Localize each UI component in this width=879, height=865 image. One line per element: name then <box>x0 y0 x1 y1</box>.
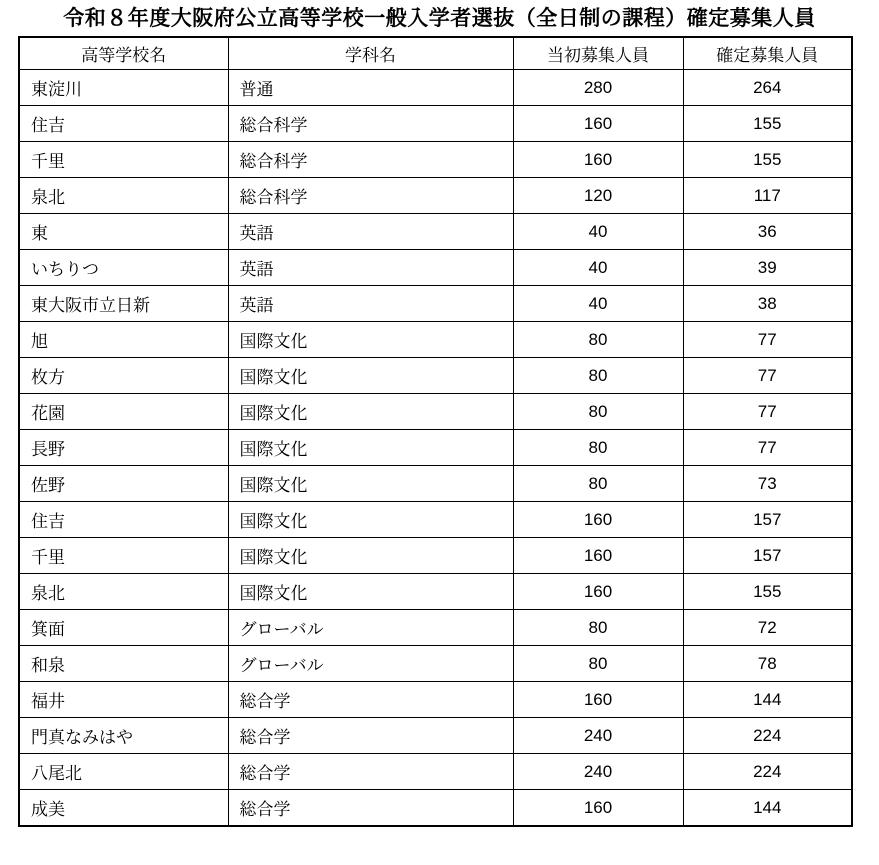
cell-department-name: 総合科学 <box>228 142 513 178</box>
cell-department-name: 総合学 <box>228 790 513 827</box>
cell-department-name: 英語 <box>228 214 513 250</box>
cell-school-name: 千里 <box>19 538 228 574</box>
cell-department-name: 国際文化 <box>228 394 513 430</box>
cell-initial-capacity: 160 <box>513 574 683 610</box>
table-row <box>19 106 852 142</box>
cell-initial-capacity: 160 <box>513 538 683 574</box>
cell-department-name: 国際文化 <box>228 502 513 538</box>
cell-school-name: 和泉 <box>19 646 228 682</box>
cell-final-capacity: 72 <box>683 610 852 646</box>
table-row <box>19 142 852 178</box>
cell-final-capacity: 77 <box>683 394 852 430</box>
cell-initial-capacity: 80 <box>513 430 683 466</box>
cell-initial-capacity: 120 <box>513 178 683 214</box>
cell-initial-capacity: 80 <box>513 322 683 358</box>
cell-final-capacity: 77 <box>683 358 852 394</box>
cell-final-capacity: 78 <box>683 646 852 682</box>
cell-department-name: 国際文化 <box>228 574 513 610</box>
table-row <box>19 790 852 827</box>
cell-school-name: 八尾北 <box>19 754 228 790</box>
cell-final-capacity: 38 <box>683 286 852 322</box>
cell-school-name: 東大阪市立日新 <box>19 286 228 322</box>
cell-school-name: 花園 <box>19 394 228 430</box>
cell-initial-capacity: 280 <box>513 70 683 106</box>
cell-initial-capacity: 80 <box>513 610 683 646</box>
page-title: 令和８年度大阪府公立高等学校一般入学者選抜（全日制の課程）確定募集人員 <box>63 7 816 30</box>
cell-initial-capacity: 160 <box>513 106 683 142</box>
cell-initial-capacity: 40 <box>513 214 683 250</box>
cell-initial-capacity: 160 <box>513 790 683 827</box>
table-row <box>19 286 852 322</box>
table-row <box>19 646 852 682</box>
table-row <box>19 502 852 538</box>
cell-school-name: 枚方 <box>19 358 228 394</box>
cell-final-capacity: 157 <box>683 538 852 574</box>
cell-final-capacity: 73 <box>683 466 852 502</box>
cell-department-name: 総合学 <box>228 718 513 754</box>
cell-school-name: 東 <box>19 214 228 250</box>
cell-final-capacity: 157 <box>683 502 852 538</box>
cell-department-name: 総合学 <box>228 754 513 790</box>
cell-school-name: 住吉 <box>19 106 228 142</box>
cell-initial-capacity: 160 <box>513 142 683 178</box>
header-initial-capacity: 当初募集人員 <box>513 37 683 70</box>
cell-department-name: 総合科学 <box>228 106 513 142</box>
cell-final-capacity: 155 <box>683 574 852 610</box>
header-department-name: 学科名 <box>228 37 513 70</box>
table-row <box>19 574 852 610</box>
cell-final-capacity: 155 <box>683 106 852 142</box>
cell-department-name: グローバル <box>228 646 513 682</box>
cell-department-name: 国際文化 <box>228 322 513 358</box>
cell-school-name: 千里 <box>19 142 228 178</box>
cell-school-name: いちりつ <box>19 250 228 286</box>
cell-school-name: 泉北 <box>19 574 228 610</box>
cell-final-capacity: 77 <box>683 430 852 466</box>
cell-final-capacity: 36 <box>683 214 852 250</box>
table-body <box>19 70 852 827</box>
cell-school-name: 長野 <box>19 430 228 466</box>
cell-department-name: 国際文化 <box>228 538 513 574</box>
cell-initial-capacity: 160 <box>513 682 683 718</box>
cell-final-capacity: 224 <box>683 718 852 754</box>
table-row <box>19 214 852 250</box>
cell-department-name: 国際文化 <box>228 466 513 502</box>
cell-department-name: 国際文化 <box>228 358 513 394</box>
cell-school-name: 東淀川 <box>19 70 228 106</box>
cell-initial-capacity: 80 <box>513 358 683 394</box>
recruitment-capacity-table <box>18 36 853 827</box>
table-header-row <box>19 37 852 70</box>
cell-initial-capacity: 80 <box>513 646 683 682</box>
cell-department-name: 国際文化 <box>228 430 513 466</box>
cell-initial-capacity: 40 <box>513 286 683 322</box>
table-row <box>19 430 852 466</box>
cell-final-capacity: 77 <box>683 322 852 358</box>
cell-school-name: 成美 <box>19 790 228 827</box>
cell-final-capacity: 39 <box>683 250 852 286</box>
cell-initial-capacity: 240 <box>513 718 683 754</box>
header-final-capacity: 確定募集人員 <box>683 37 852 70</box>
table-row <box>19 682 852 718</box>
cell-initial-capacity: 40 <box>513 250 683 286</box>
table-row <box>19 610 852 646</box>
table-row <box>19 466 852 502</box>
cell-department-name: 英語 <box>228 286 513 322</box>
cell-school-name: 福井 <box>19 682 228 718</box>
cell-department-name: 総合科学 <box>228 178 513 214</box>
cell-school-name: 旭 <box>19 322 228 358</box>
table-row <box>19 322 852 358</box>
cell-final-capacity: 117 <box>683 178 852 214</box>
table-row <box>19 250 852 286</box>
cell-school-name: 佐野 <box>19 466 228 502</box>
cell-initial-capacity: 80 <box>513 466 683 502</box>
table-row <box>19 358 852 394</box>
cell-final-capacity: 224 <box>683 754 852 790</box>
cell-school-name: 泉北 <box>19 178 228 214</box>
cell-department-name: グローバル <box>228 610 513 646</box>
cell-initial-capacity: 240 <box>513 754 683 790</box>
cell-department-name: 英語 <box>228 250 513 286</box>
cell-final-capacity: 264 <box>683 70 852 106</box>
table-row <box>19 70 852 106</box>
cell-department-name: 普通 <box>228 70 513 106</box>
header-school-name: 高等学校名 <box>19 37 228 70</box>
cell-school-name: 住吉 <box>19 502 228 538</box>
table-row <box>19 754 852 790</box>
cell-final-capacity: 155 <box>683 142 852 178</box>
cell-school-name: 箕面 <box>19 610 228 646</box>
table-row <box>19 178 852 214</box>
cell-final-capacity: 144 <box>683 790 852 827</box>
cell-school-name: 門真なみはや <box>19 718 228 754</box>
cell-initial-capacity: 80 <box>513 394 683 430</box>
table-row <box>19 538 852 574</box>
cell-department-name: 総合学 <box>228 682 513 718</box>
cell-initial-capacity: 160 <box>513 502 683 538</box>
table-row <box>19 718 852 754</box>
table-row <box>19 394 852 430</box>
cell-final-capacity: 144 <box>683 682 852 718</box>
